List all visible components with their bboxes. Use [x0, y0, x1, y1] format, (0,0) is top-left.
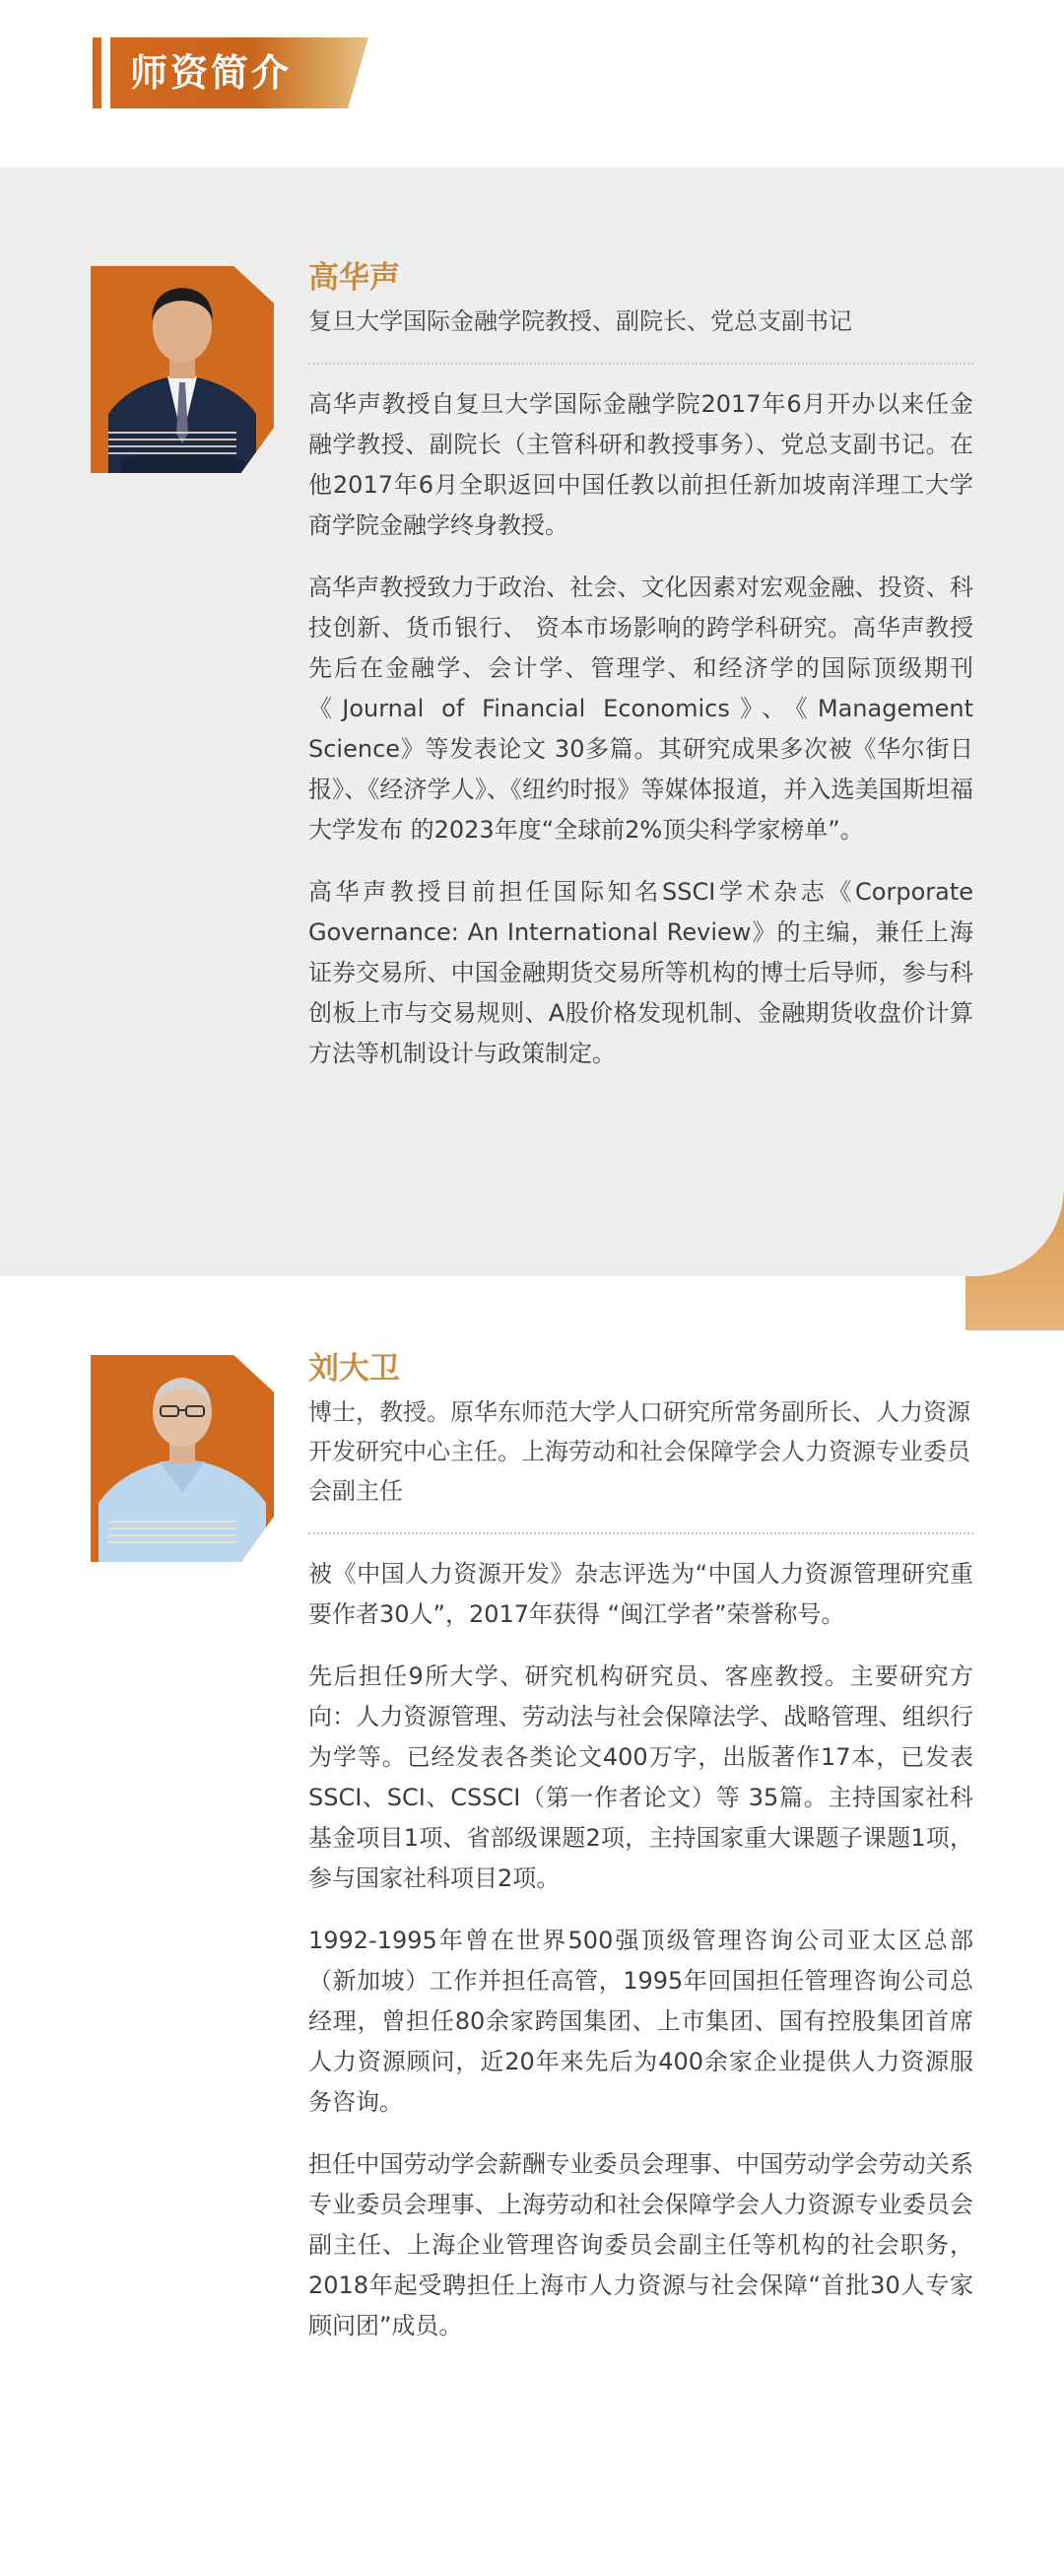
- bio-paragraph: 高华声教授自复旦大学国际金融学院2017年6月开办以来任金融学教授、副院长（主管科研和教授事务）、党总支副书记。在他2017年6月全职返回中国任教以前担任新加坡南洋理工大学商学院金融学终身教授。: [308, 390, 973, 539]
- profile-role: 博士，教授。原华东师范大学人口研究所常务副所长、人力资源开发研究中心主任。上海劳动和社会保障学会人力资源专业委员会副主任: [308, 1398, 970, 1505]
- bio-paragraph: 1992-1995年曾在世界500强顶级管理咨询公司亚太区总部（新加坡）工作并担任高管，1995年回国担任管理咨询公司总经理，曾担任80余家跨国集团、上市集团、国有控股集团首席人力资源顾问，近20年来先后为400余家企业提供人力资源服务咨询。: [308, 1927, 973, 2116]
- profile-info: [308, 256, 973, 1096]
- bio-paragraph: 先后担任9所大学、研究机构研究员、客座教授。主要研究方向：人力资源管理、劳动法与社会保障法学、战略管理、组织行为学等。已经发表各类论文400万字，出版著作17本，已发表SSCI、SCI、CSSCI（第一作者论文）等 35篇。主持国家社科基金项目1项、省部级课题2项，主持国家重大课题子课题1项，参与国家社科项目2项。: [308, 1662, 973, 1892]
- header-stripe: [93, 37, 101, 108]
- profile-name: 刘大卫: [308, 1351, 400, 1387]
- portrait-photo: [91, 1355, 274, 1562]
- portrait-photo: [91, 266, 274, 473]
- bio-paragraph: 被《中国人力资源开发》杂志评选为“中国人力资源管理研究重要作者30人”，2017年获得 “闽江学者”荣誉称号。: [308, 1560, 973, 1628]
- section-title: 师资简介: [130, 51, 293, 95]
- profile-info: [308, 1347, 973, 2368]
- dotted-divider: [308, 1532, 973, 1534]
- portrait-stripes: [108, 1521, 236, 1546]
- bio-paragraph: 高华声教授致力于政治、社会、文化因素对宏观金融、投资、科技创新、货币银行、 资本市场影响的跨学科研究。高华声教授先后在金融学、会计学、管理学、和经济学的国际顶级期刊《Journal of Financial Economics》、《Management Science》等发表论文 30多篇。其研究成果多次被《华尔街日报》、《经济学人》、《纽约时报》等媒体报道，并入选美国斯坦福大学发布 的2023年度“全球前2%顶尖科学家榜单”。: [308, 574, 973, 844]
- dotted-divider: [308, 363, 973, 365]
- profile-role: 复旦大学国际金融学院教授、副院长、党总支副书记: [308, 307, 852, 335]
- bio-paragraph: 担任中国劳动学会薪酬专业委员会理事、中国劳动学会劳动关系专业委员会理事、上海劳动和社会保障学会人力资源专业委员会副主任、上海企业管理咨询委员会副主任等机构的社会职务，2018年起受聘担任上海市人力资源与社会保障“首批30人专家顾问团”成员。: [308, 2150, 973, 2339]
- bio-paragraph: 高华声教授目前担任国际知名SSCI学术杂志《Corporate Governance: An International Review》的主编，兼任上海证券交易所、中国金融期货交易所等机构的博士后导师，参与科创板上市与交易规则、A股价格发现机制、金融期货收盘价计算方法等机制设计与政策制定。: [308, 878, 973, 1067]
- portrait-stripes: [108, 432, 236, 457]
- section-header: [93, 37, 368, 108]
- profile-name: 高华声: [308, 260, 400, 296]
